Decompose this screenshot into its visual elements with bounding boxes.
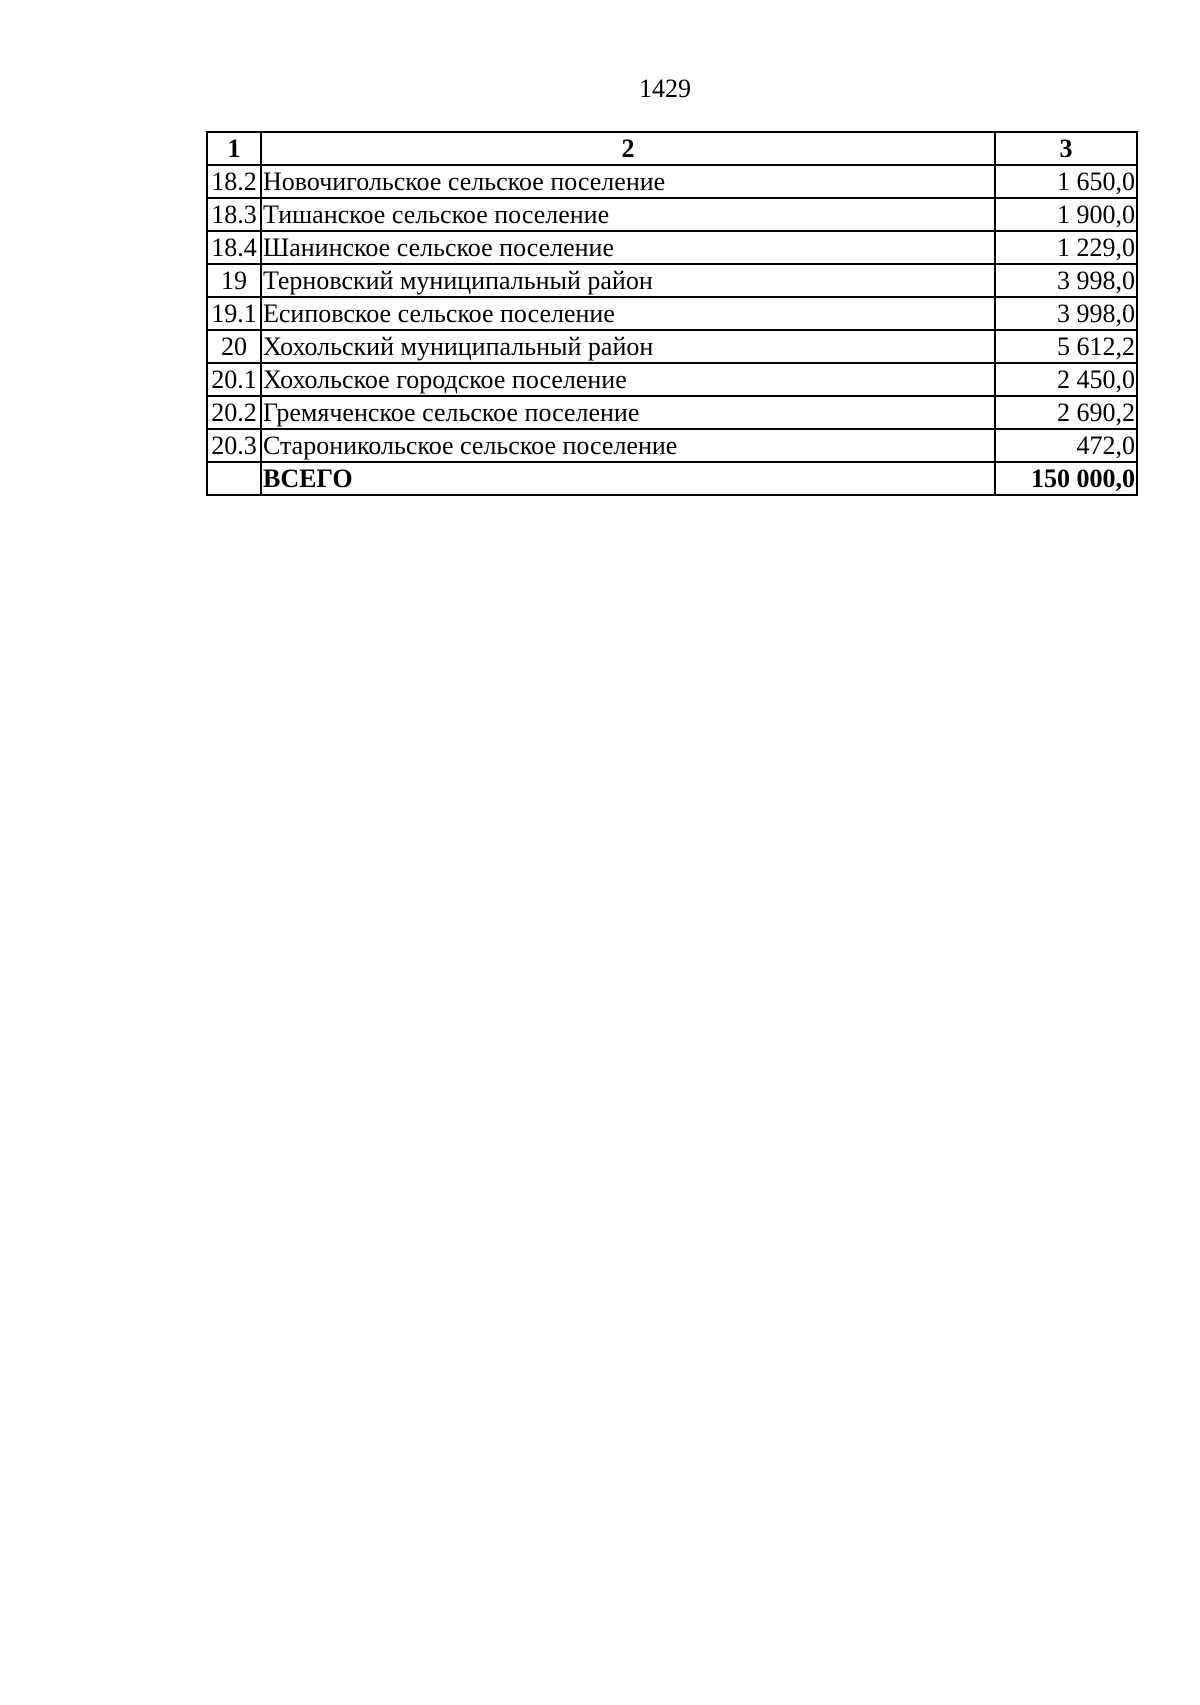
row-name: Новочигольское сельское поселение (261, 165, 995, 198)
row-value: 2 450,0 (995, 363, 1137, 396)
total-number (207, 462, 261, 495)
row-number: 20.2 (207, 396, 261, 429)
row-value: 1 650,0 (995, 165, 1137, 198)
row-name: Хохольское городское поселение (261, 363, 995, 396)
row-number: 19 (207, 264, 261, 297)
table-row (207, 231, 1137, 264)
row-number: 19.1 (207, 297, 261, 330)
row-number: 20.1 (207, 363, 261, 396)
total-row (207, 462, 1137, 495)
row-value: 3 998,0 (995, 264, 1137, 297)
table-row (207, 363, 1137, 396)
header-col-2: 2 (261, 132, 995, 165)
row-number: 18.3 (207, 198, 261, 231)
table-row (207, 165, 1137, 198)
row-value: 5 612,2 (995, 330, 1137, 363)
table-row (207, 198, 1137, 231)
row-value: 472,0 (995, 429, 1137, 462)
row-value: 2 690,2 (995, 396, 1137, 429)
row-number: 18.2 (207, 165, 261, 198)
row-number: 20 (207, 330, 261, 363)
table-row (207, 264, 1137, 297)
row-number: 20.3 (207, 429, 261, 462)
total-label: ВСЕГО (261, 462, 995, 495)
row-name: Гремяченское сельское поселение (261, 396, 995, 429)
row-number: 18.4 (207, 231, 261, 264)
total-value: 150 000,0 (995, 462, 1137, 495)
table-row (207, 429, 1137, 462)
row-name: Хохольский муниципальный район (261, 330, 995, 363)
table-row (207, 297, 1137, 330)
table-row (207, 330, 1137, 363)
row-name: Шанинское сельское поселение (261, 231, 995, 264)
page-number: 1429 (639, 74, 691, 103)
row-name: Терновский муниципальный район (261, 264, 995, 297)
allocation-table (206, 131, 1138, 496)
row-value: 3 998,0 (995, 297, 1137, 330)
table-row (207, 396, 1137, 429)
header-col-1: 1 (207, 132, 261, 165)
row-name: Тишанское сельское поселение (261, 198, 995, 231)
header-col-3: 3 (995, 132, 1137, 165)
row-value: 1 900,0 (995, 198, 1137, 231)
row-name: Староникольское сельское поселение (261, 429, 995, 462)
table-header-row (207, 132, 1137, 165)
row-name: Есиповское сельское поселение (261, 297, 995, 330)
row-value: 1 229,0 (995, 231, 1137, 264)
